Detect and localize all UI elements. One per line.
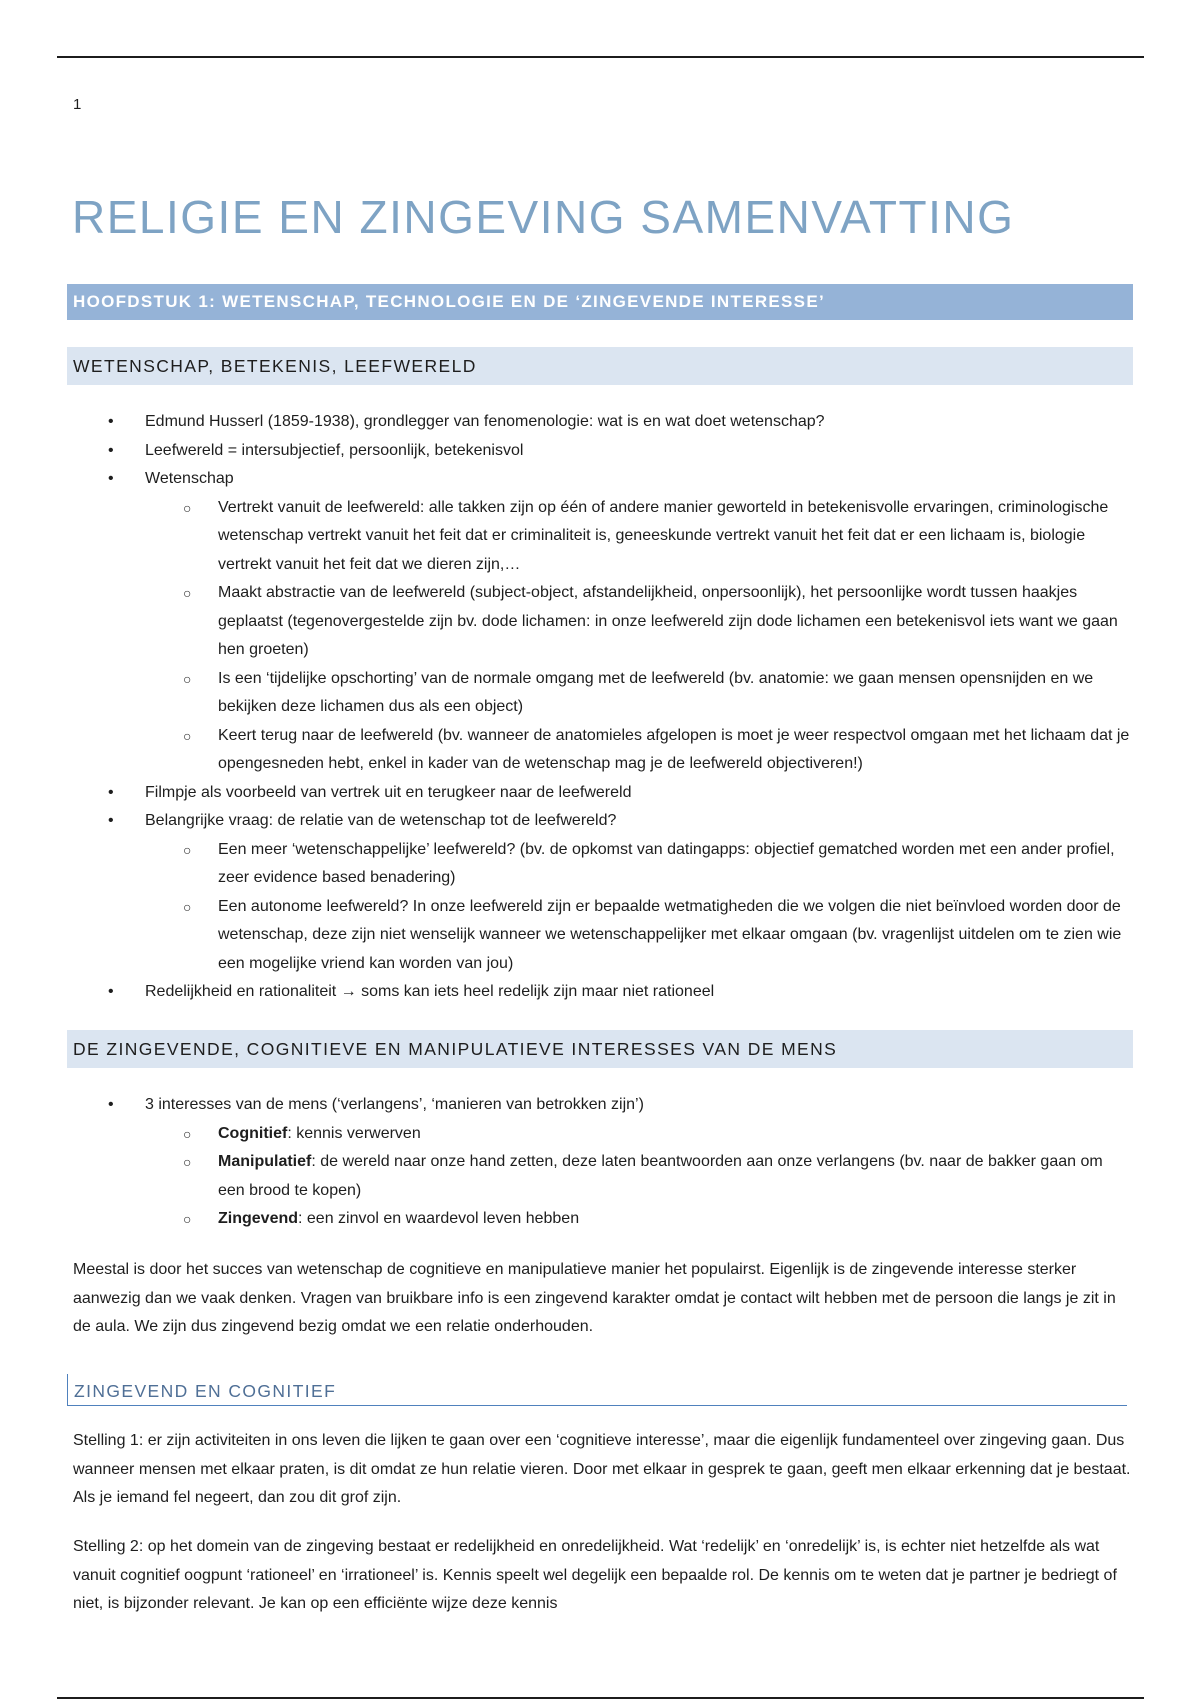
bullet-icon: •	[108, 413, 114, 430]
section-heading-interesses: DE ZINGEVENDE, COGNITIEVE EN MANIPULATIEVE INTERESSES VAN DE MENS	[67, 1030, 1133, 1068]
list-item: • 3 interesses van de mens (‘verlangens’, ‘manieren van betrokken zijn’)	[0, 1091, 1130, 1120]
sub-list-item: ○ Cognitief: kennis verwerven	[0, 1120, 1130, 1149]
bullet-icon: •	[108, 983, 114, 1000]
paragraph-interesses: Meestal is door het succes van wetenschap de cognitieve en manipulatieve manier het populairst. Eigenlijk is de zingevende interesse sterker aanwezig dan we vaak denken. Vragen van bruikbare info is een zingevend karakter omdat je contact wilt hebben met de persoon die langs je zit in de aula. We zijn dus zingevend bezig omdat we een relatie onderhouden.	[73, 1261, 1116, 1335]
bullet-icon: •	[108, 783, 114, 801]
list-item: • Filmpje als voorbeeld van vertrek uit en terugkeer naar de leefwereld	[0, 779, 1130, 808]
bullet-icon: •	[108, 812, 114, 829]
list-item: • Belangrijke vraag: de relatie van de wetenschap tot de leefwereld?	[0, 807, 1130, 836]
circle-bullet-icon: ○	[183, 1125, 192, 1142]
circle-bullet-icon: ○	[183, 585, 192, 601]
bullet-icon: •	[108, 441, 114, 459]
paragraph-stelling-1: Stelling 1: er zijn activiteiten in ons leven die lijken te gaan over een ‘cognitieve interesse’, maar die eigenlijk fundamenteel over zingeving gaan. Dus wanneer mensen met elkaar praten, is dit omdat ze hun relatie vieren. Door met elkaar in gesprek te gaan, geeft men elkaar erkenning dat je bestaat. Als je iemand fel negeert, dan zou dit grof zijn.	[73, 1432, 1131, 1506]
chapter-heading: HOOFDSTUK 1: WETENSCHAP, TECHNOLOGIE EN DE ‘ZINGEVENDE INTERESSE’	[67, 284, 1133, 320]
list-item: • Edmund Husserl (1859-1938), grondlegger van fenomenologie: wat is en wat doet wetenschap?	[0, 408, 1130, 437]
page-number: 1	[73, 96, 82, 113]
bullet-icon: •	[108, 470, 114, 487]
circle-bullet-icon: ○	[183, 670, 192, 687]
sub-list-item: ○ Een meer ‘wetenschappelijke’ leefwereld? (bv. de opkomst van datingapps: objectief gematched worden met een ander profiel, zeer evidence based benadering)	[0, 836, 1130, 893]
circle-bullet-icon: ○	[183, 898, 192, 915]
sub-list-item: ○ Vertrekt vanuit de leefwereld: alle takken zijn op één of andere manier geworteld in betekenisvolle ervaringen, criminologische wetenschap vertrekt vanuit het feit dat er criminaliteit is, geneeskunde vertrekt vanuit het feit dat er een lichaam is, biologie vertrekt vanuit het feit dat we dieren zijn,…	[0, 494, 1130, 580]
list-item: • Wetenschap	[0, 465, 1130, 494]
circle-bullet-icon: ○	[183, 1211, 192, 1227]
footer-rule	[57, 1697, 1144, 1699]
section-heading-wetenschap: WETENSCHAP, BETEKENIS, LEEFWERELD	[67, 347, 1133, 385]
sub-list-item: ○ Zingevend: een zinvol en waardevol leven hebben	[0, 1205, 1130, 1234]
circle-bullet-icon: ○	[183, 1154, 192, 1170]
circle-bullet-icon: ○	[183, 499, 192, 516]
document-title: RELIGIE EN ZINGEVING SAMENVATTING	[72, 191, 1015, 243]
paragraph-stelling-2: Stelling 2: op het domein van de zingeving bestaat er redelijkheid en onredelijkheid. Wat ‘redelijk’ en ‘onredelijk’ is, is echter niet hetzelfde als wat vanuit cognitief oogpunt ‘rationeel’ en ‘irrationeel’ is. Kennis speelt wel degelijk een bepaalde rol. De kennis om te weten dat je partner je bedriegt of niet, is bijzonder relevant. Je kan op een efficiënte wijze deze kennis	[73, 1538, 1117, 1612]
section1-list	[0, 408, 1200, 1007]
circle-bullet-icon: ○	[183, 841, 192, 858]
sub-list-item: ○ Maakt abstractie van de leefwereld (subject-object, afstandelijkheid, onpersoonlijk), het persoonlijke wordt tussen haakjes geplaatst (tegenovergestelde zijn bv. dode lichamen: in onze leefwereld zijn dode lichamen een betekenisvol iets want we gaan hen groeten)	[0, 579, 1130, 665]
list-item: • Redelijkheid en rationaliteit → soms kan iets heel redelijk zijn maar niet rationeel	[0, 978, 1130, 1007]
circle-bullet-icon: ○	[183, 727, 192, 744]
subsection-heading-zingevend-cognitief: ZINGEVEND EN COGNITIEF	[67, 1374, 1127, 1406]
sub-list-item: ○ Keert terug naar de leefwereld (bv. wanneer de anatomieles afgelopen is moet je weer respectvol omgaan met het lichaam dat je opengesneden hebt, enkel in kader van de wetenschap mag je de leefwereld objectiveren!)	[0, 722, 1130, 779]
bullet-icon: •	[108, 1096, 114, 1113]
section2-list	[0, 1091, 1200, 1234]
sub-list-item: ○ Is een ‘tijdelijke opschorting’ van de normale omgang met de leefwereld (bv. anatomie: we gaan mensen opensnijden en we bekijken deze lichamen dus als een object)	[0, 665, 1130, 722]
sub-list-item: ○ Manipulatief: de wereld naar onze hand zetten, deze laten beantwoorden aan onze verlangens (bv. naar de bakker gaan om een brood te kopen)	[0, 1148, 1130, 1205]
sub-list-item: ○ Een autonome leefwereld? In onze leefwereld zijn er bepaalde wetmatigheden die we volgen die niet beïnvloed worden door de wetenschap, deze zijn niet wenselijk wanneer we wetenschappelijker met elkaar omgaan (bv. vragenlijst uitdelen om te zien wie een mogelijke vriend kan worden van jou)	[0, 893, 1130, 979]
list-item: • Leefwereld = intersubjectief, persoonlijk, betekenisvol	[0, 437, 1130, 466]
header-rule	[57, 56, 1144, 58]
